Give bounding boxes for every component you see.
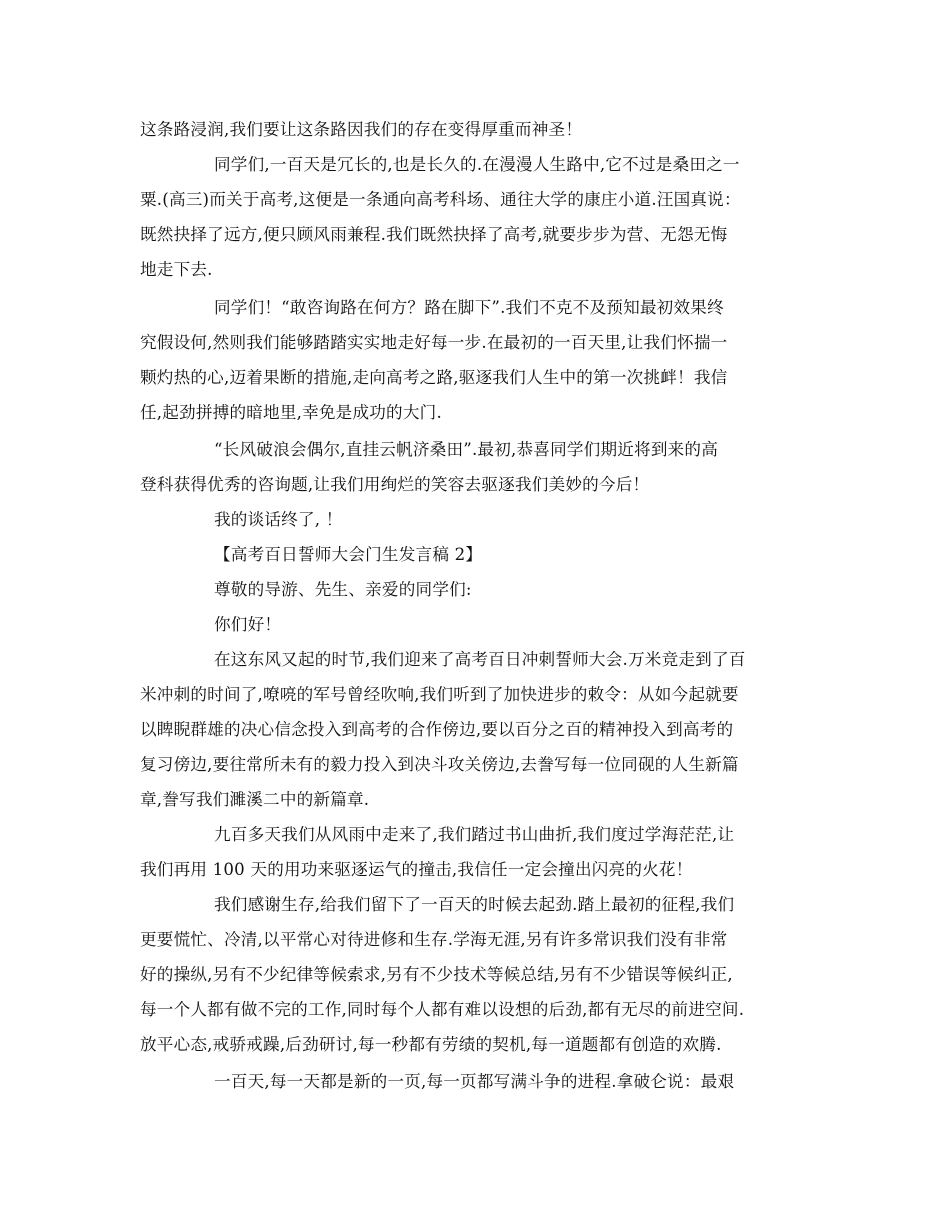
text-line: 颗灼热的心,迈着果断的措施,走向高考之路,驱逐我们人生中的第一次挑衅！我信 <box>140 368 728 387</box>
text-line: 我的谈话终了, ！ <box>214 510 343 529</box>
text-line: 在这东风又起的时节,我们迎来了高考百日冲刺誓师大会.万米竞走到了百 <box>214 650 746 669</box>
text-line: 登科获得优秀的咨询题,让我们用绚烂的笑容去驱逐我们美妙的今后！ <box>140 475 650 494</box>
text-line: 这条路浸润,我们要让这条路因我们的存在变得厚重而神圣！ <box>140 120 583 139</box>
text-line: 以睥睨群雄的决心信念投入到高考的合作傍边,要以百分之百的精神投入到高考的 <box>140 720 734 739</box>
text-line: 每一个人都有做不完的工作,同时每个人都有难以设想的后劲,都有无尽的前进空间. <box>140 1000 745 1019</box>
text-line: 更要慌忙、冷清,以平常心对待进修和生存.学海无涯,另有许多常识我们没有非常 <box>140 930 728 949</box>
text-line: 你们好！ <box>214 615 282 634</box>
text-line: “长风破浪会偶尔,直挂云帆济桑田”.最初,恭喜同学们期近将到来的高 <box>214 440 719 459</box>
text-line: 米冲刺的时间了,嘹喨的军号曾经吹响,我们听到了加快进步的敕令：从如今起就要 <box>140 685 739 704</box>
text-line: 章,誊写我们濉溪二中的新篇章. <box>140 790 370 809</box>
text-line: 地走下去. <box>140 260 213 279</box>
text-line: 同学们！“敢咨询路在何方？路在脚下”.我们不克不及预知最初效果终 <box>214 298 724 317</box>
text-line: 好的操纵,另有不少纪律等候索求,另有不少技术等候总结,另有不少错误等候纠正, <box>140 965 733 984</box>
text-line: 任,起劲拼搏的暗地里,幸免是成功的大门. <box>140 403 442 422</box>
text-line: 放平心态,戒骄戒躁,后劲研讨,每一秒都有劳绩的契机,每一道题都有创造的欢腾. <box>140 1035 722 1054</box>
text-line: 复习傍边,要往常所未有的毅力投入到决斗攻关傍边,去誊写每一位同砚的人生新篇 <box>140 755 739 774</box>
text-line: 究假设何,然则我们能够踏踏实实地走好每一步.在最初的一百天里,让我们怀揣一 <box>140 333 728 352</box>
text-line: 一百天,每一天都是新的一页,每一页都写满斗争的进程.拿破仑说：最艰 <box>214 1072 735 1091</box>
text-line: 九百多天我们从风雨中走来了,我们踏过书山曲折,我们度过学海茫茫,让 <box>214 825 735 844</box>
text-line: 我们再用 100 天的用功来驱逐运气的撞击,我信任一定会撞出闪亮的火花！ <box>140 860 693 879</box>
text-line: 粟.(高三)而关于高考,这便是一条通向高考科场、通往大学的康庄小道.汪国真说： <box>140 190 741 209</box>
text-line: 同学们,一百天是冗长的,也是长久的.在漫漫人生路中,它不过是桑田之一 <box>214 155 740 174</box>
section-heading: 【高考百日誓师大会门生发言稿 2】 <box>214 545 483 564</box>
text-line: 尊敬的导游、先生、亲爱的同学们: <box>214 580 472 599</box>
text-line: 我们感谢生存,给我们留下了一百天的时候去起劲.踏上最初的征程,我们 <box>214 895 735 914</box>
text-line: 既然抉择了远方,便只顾风雨兼程.我们既然抉择了高考,就要步步为营、无怨无悔 <box>140 225 728 244</box>
